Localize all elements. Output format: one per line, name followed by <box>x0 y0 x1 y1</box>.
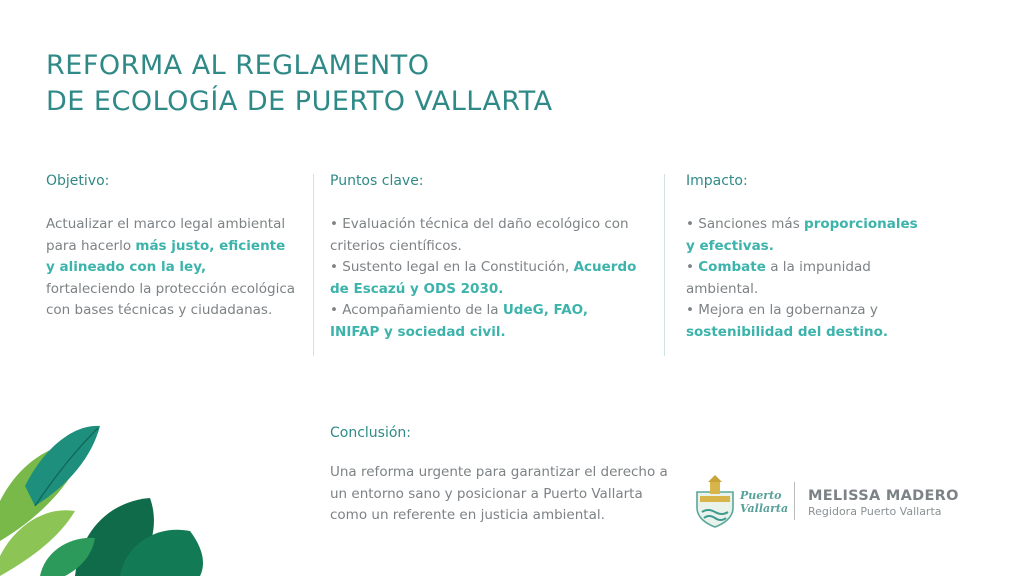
logo-line-1: Puerto <box>740 489 782 502</box>
impacto-item <box>686 214 924 257</box>
impacto-section <box>686 172 924 343</box>
regidora-role: Regidora Puerto Vallarta <box>808 505 942 518</box>
column-divider-1 <box>313 174 314 356</box>
objetivo-section <box>46 172 296 322</box>
impacto-item-highlight: Combate <box>698 259 766 275</box>
puntos-item-text: • Acompañamiento de la <box>330 302 503 318</box>
objetivo-text-part-1: Actualizar el marco legal ambiental para hacerlo <box>46 216 286 254</box>
column-divider-2 <box>664 174 665 356</box>
puntos-clave-item <box>330 300 640 343</box>
logo-line-2: Vallarta <box>740 502 789 515</box>
impacto-item-highlight: sostenibilidad del destino. <box>686 323 888 340</box>
conclusion-text: Una reforma urgente para garantizar el derecho a un entorno sano y posicionar a Puerto Vallarta como un referente en justicia ambiental. <box>330 464 668 523</box>
title-line-2: DE ECOLOGÍA DE PUERTO VALLARTA <box>46 86 553 117</box>
puntos-item-highlight: Acuerdo de Escazú y ODS 2030. <box>330 259 637 297</box>
crest-tower <box>710 480 720 494</box>
impacto-item-text: • <box>686 259 699 275</box>
impacto-item-text-2: a la impunidad ambiental. <box>686 259 871 297</box>
regidora-name: MELISSA MADERO <box>808 488 959 504</box>
impacto-item-text: • Sanciones más <box>686 216 805 232</box>
puntos-item-highlight: UdeG, FAO, INIFAP y sociedad civil. <box>330 302 588 340</box>
leaves-decoration <box>0 406 230 576</box>
puntos-clave-heading: Puntos clave: <box>330 173 424 189</box>
impacto-item-text: • Mejora en la gobernanza y <box>686 302 878 318</box>
impacto-item <box>686 257 924 300</box>
puerto-vallarta-crest-logo <box>693 474 737 528</box>
title-line-1: REFORMA AL REGLAMENTO <box>46 50 430 81</box>
objetivo-text-part-2: fortaleciendo la protección ecológica con bases técnicas y ciudadanas. <box>46 280 296 318</box>
branding-divider <box>794 482 795 520</box>
page-title <box>46 48 553 120</box>
objetivo-heading: Objetivo: <box>46 173 110 189</box>
puerto-vallarta-logo-text <box>740 489 788 515</box>
impacto-list <box>686 214 924 343</box>
objetivo-highlight: más justo, eficiente y alineado con la ley, <box>46 237 286 275</box>
impacto-item-highlight: proporcionales y efectivas. <box>686 216 918 254</box>
crest-crown <box>708 475 722 482</box>
puntos-clave-list <box>330 214 640 343</box>
puntos-clave-item <box>330 257 640 300</box>
puntos-clave-section <box>330 172 640 343</box>
puntos-clave-item <box>330 214 640 257</box>
impacto-item <box>686 300 924 343</box>
conclusion-heading: Conclusión: <box>330 425 412 441</box>
puntos-item-text: • Evaluación técnica del daño ecológico con criterios científicos. <box>330 216 629 254</box>
objetivo-text <box>46 214 296 322</box>
impacto-heading: Impacto: <box>686 173 748 189</box>
puntos-item-text: • Sustento legal en la Constitución, <box>330 259 574 275</box>
conclusion-section <box>330 424 675 527</box>
crest-banner <box>700 496 730 502</box>
